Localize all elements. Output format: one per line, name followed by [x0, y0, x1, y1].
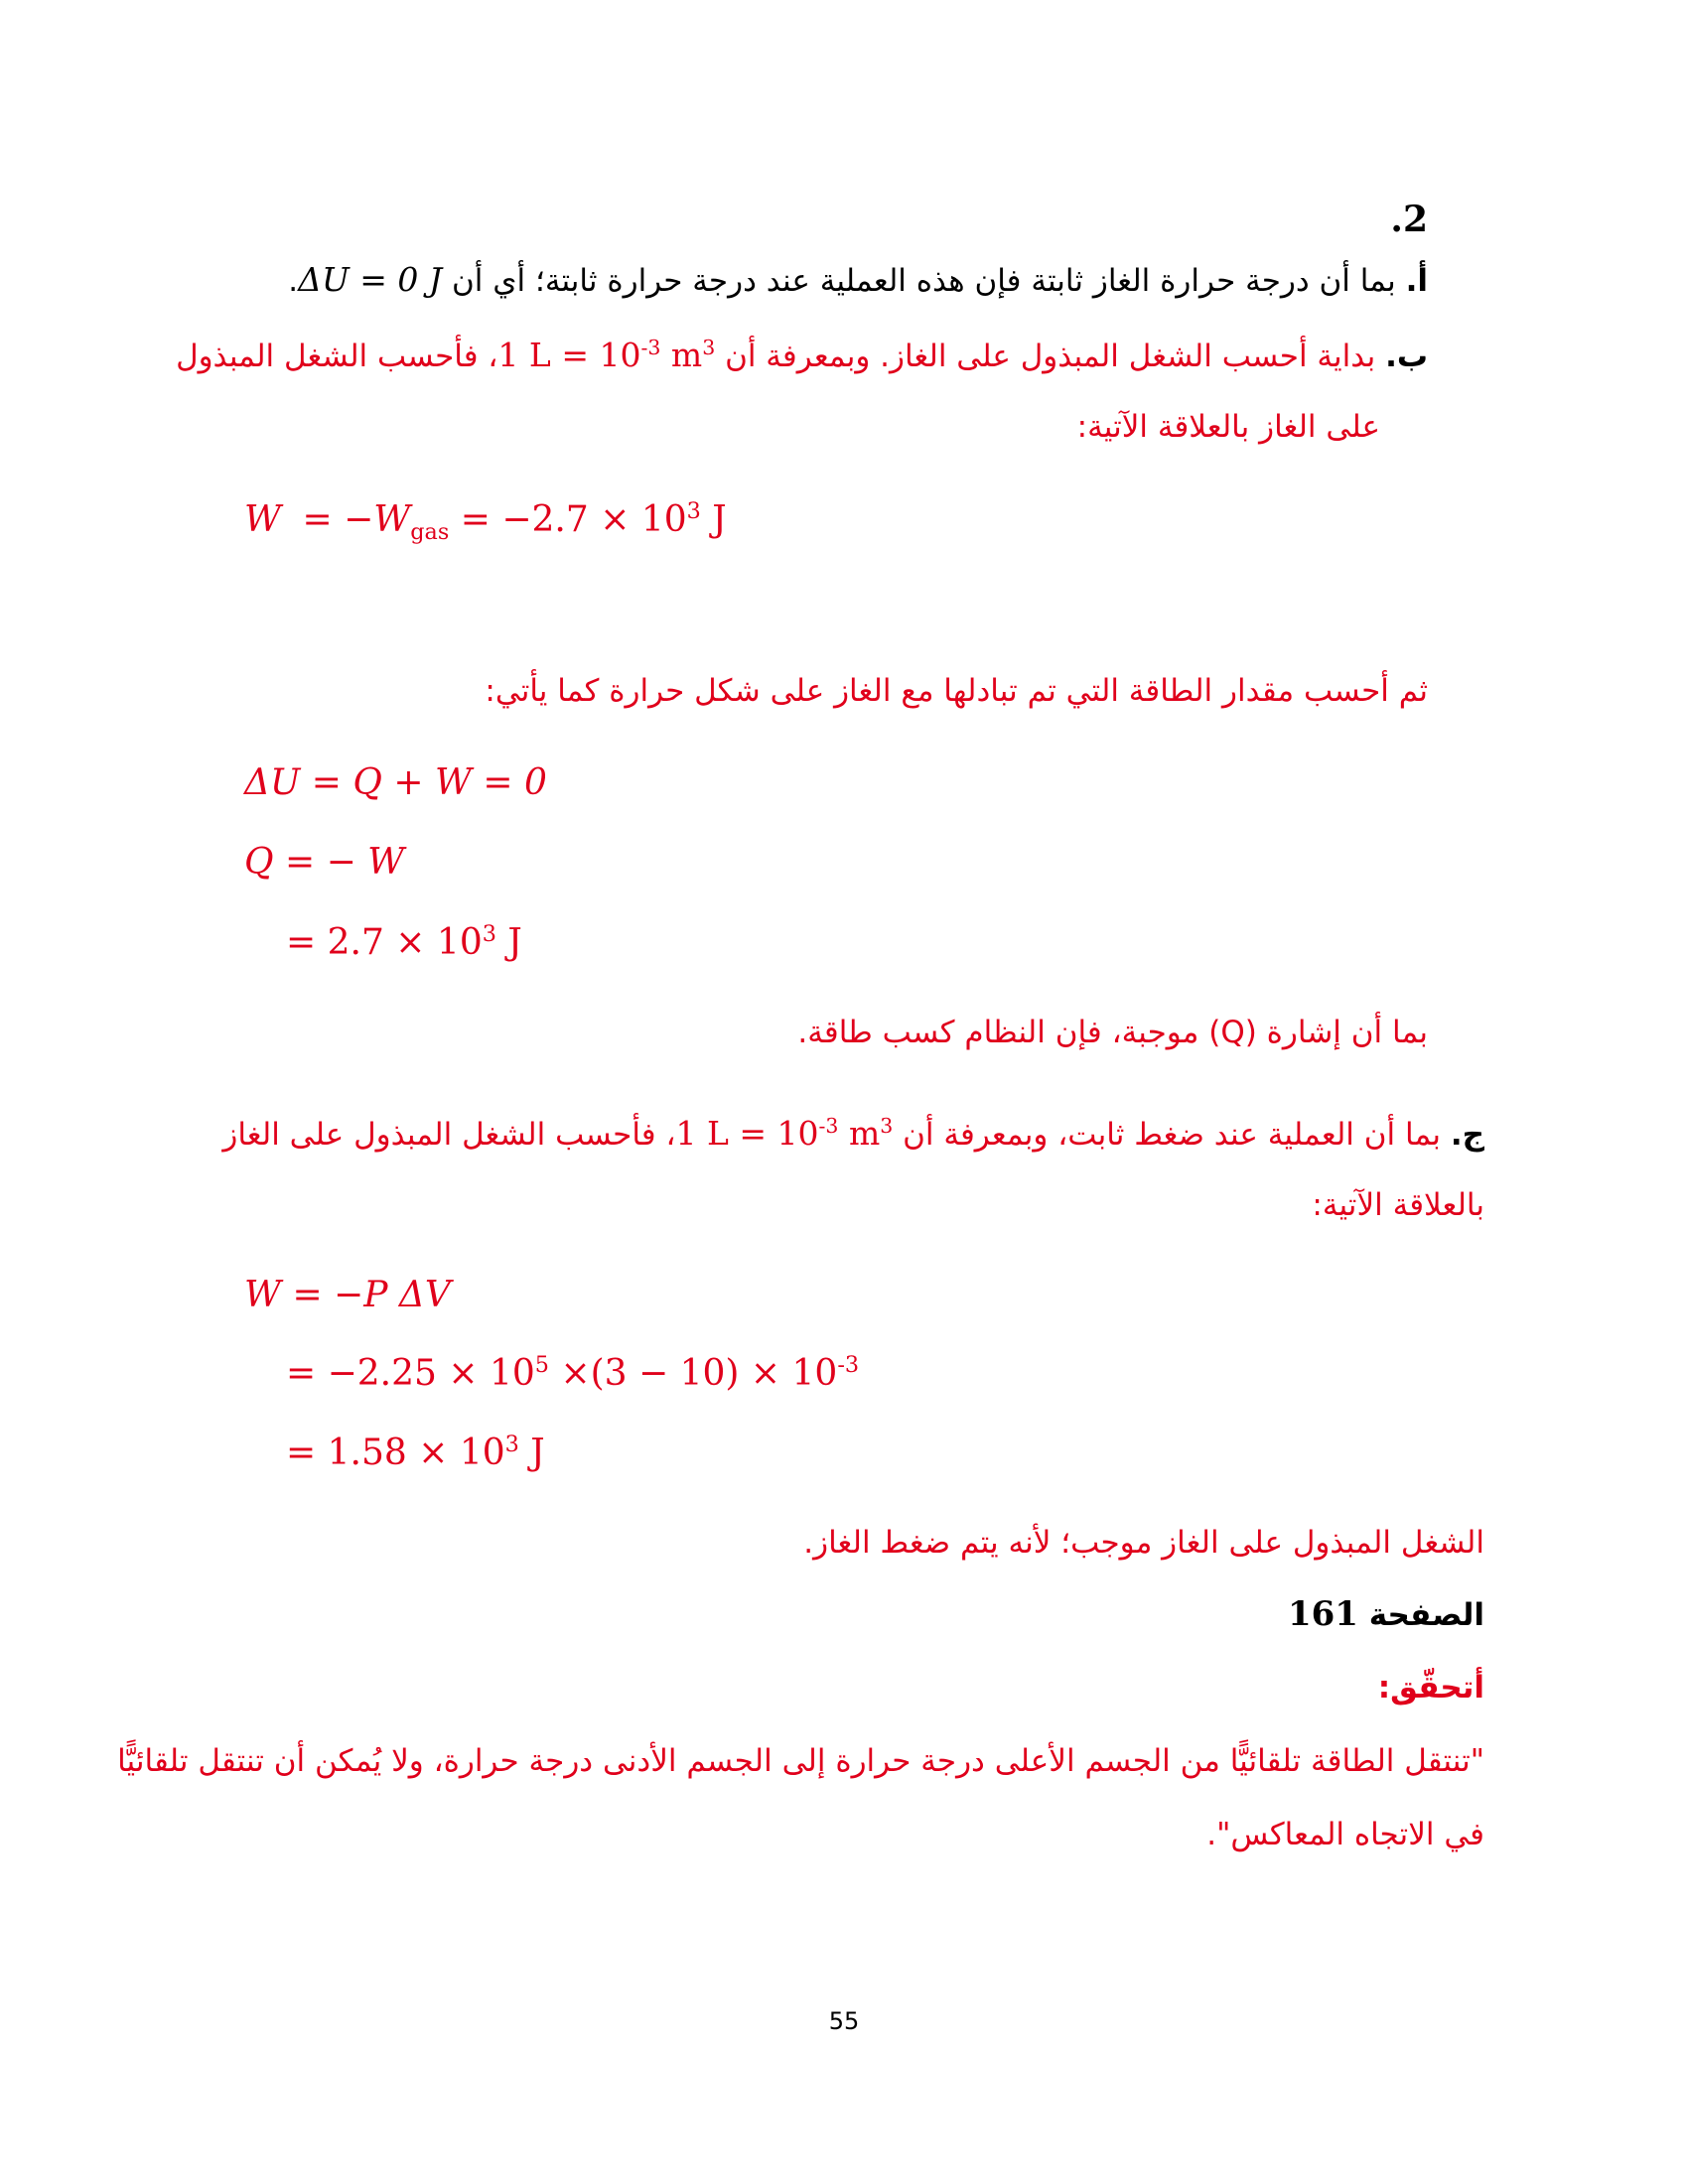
- part-c-line2: بالعلاقة الآتية:: [1312, 1187, 1484, 1223]
- work-equation-c3: = $1.58 \times 10^3$ J: [286, 1432, 545, 1473]
- part-a-math: ΔU = 0 J: [298, 260, 443, 299]
- check-line-2: في الاتجاه المعاكس".: [1206, 1817, 1484, 1852]
- part-a-text: بما أن درجة حرارة الغاز ثابتة فإن هذه العملية عند درجة حرارة ثابتة؛ أي أن: [452, 263, 1396, 299]
- work-conclusion: الشغل المبذول على الغاز موجب؛ لأنه يتم ضغط الغاز.: [803, 1525, 1484, 1561]
- heat-equation-1: ΔU = Q + W = 0: [244, 762, 547, 803]
- part-a-line: [288, 260, 1428, 299]
- part-c-unit-conversion: 1 $L = 10^{-3}$ $m^3$: [675, 1114, 894, 1153]
- part-c-text-end: ، فأحسب الشغل المبذول على الغاز: [222, 1117, 676, 1153]
- page-number: 55: [828, 2007, 860, 2035]
- check-heading: أتحقّق:: [1377, 1670, 1484, 1706]
- part-a-marker: أ.: [1405, 263, 1428, 299]
- page-reference-label: الصفحة: [1368, 1597, 1484, 1633]
- part-c-text: بما أن العملية عند ضغط ثابت، وبمعرفة أن: [903, 1117, 1442, 1153]
- heat-conclusion: بما أن إشارة (Q) موجبة، فإن النظام كسب طاقة.: [797, 1015, 1428, 1050]
- part-b-text-end: ، فأحسب الشغل المبذول: [176, 339, 498, 374]
- heat-equation-2: Q = − W: [244, 842, 405, 883]
- heat-intro: ثم أحسب مقدار الطاقة التي تم تبادلها مع الغاز على شكل حرارة كما يأتي:: [485, 673, 1428, 709]
- part-b-line2: على الغاز بالعلاقة الآتية:: [1076, 409, 1380, 445]
- page-reference-number: 161: [1287, 1594, 1358, 1634]
- section-number: .2: [1390, 199, 1428, 240]
- heat-equation-3: = $2.7 \times 10^3$ J: [286, 921, 522, 963]
- part-c-line1: [222, 1114, 1484, 1153]
- page-reference: [1288, 1594, 1484, 1634]
- work-equation-b: $W = -W_{gas} = -2.7 \times 10^3$ J: [244, 498, 727, 546]
- check-line-1: "تنتقل الطاقة تلقائيًّا من الجسم الأعلى درجة حرارة إلى الجسم الأدنى درجة حرارة، ولا يُمكن أن تنتقل تلقائيًّا: [117, 1743, 1484, 1779]
- part-c-marker: ج.: [1450, 1117, 1484, 1153]
- part-b-unit-conversion: 1 $L = 10^{-3}$ $m^3$: [497, 336, 716, 374]
- part-b-marker: ب.: [1385, 339, 1428, 374]
- work-equation-c1: W = −P ΔV: [244, 1275, 451, 1315]
- part-b-line1: [176, 336, 1428, 374]
- work-equation-c2: = $-2.25 \times 10^5 \times(3 - 10) \times 10^{-3}$: [286, 1352, 860, 1394]
- part-b-text: بداية أحسب الشغل المبذول على الغاز. وبمعرفة أن: [725, 339, 1376, 374]
- part-a-end: .: [288, 263, 299, 299]
